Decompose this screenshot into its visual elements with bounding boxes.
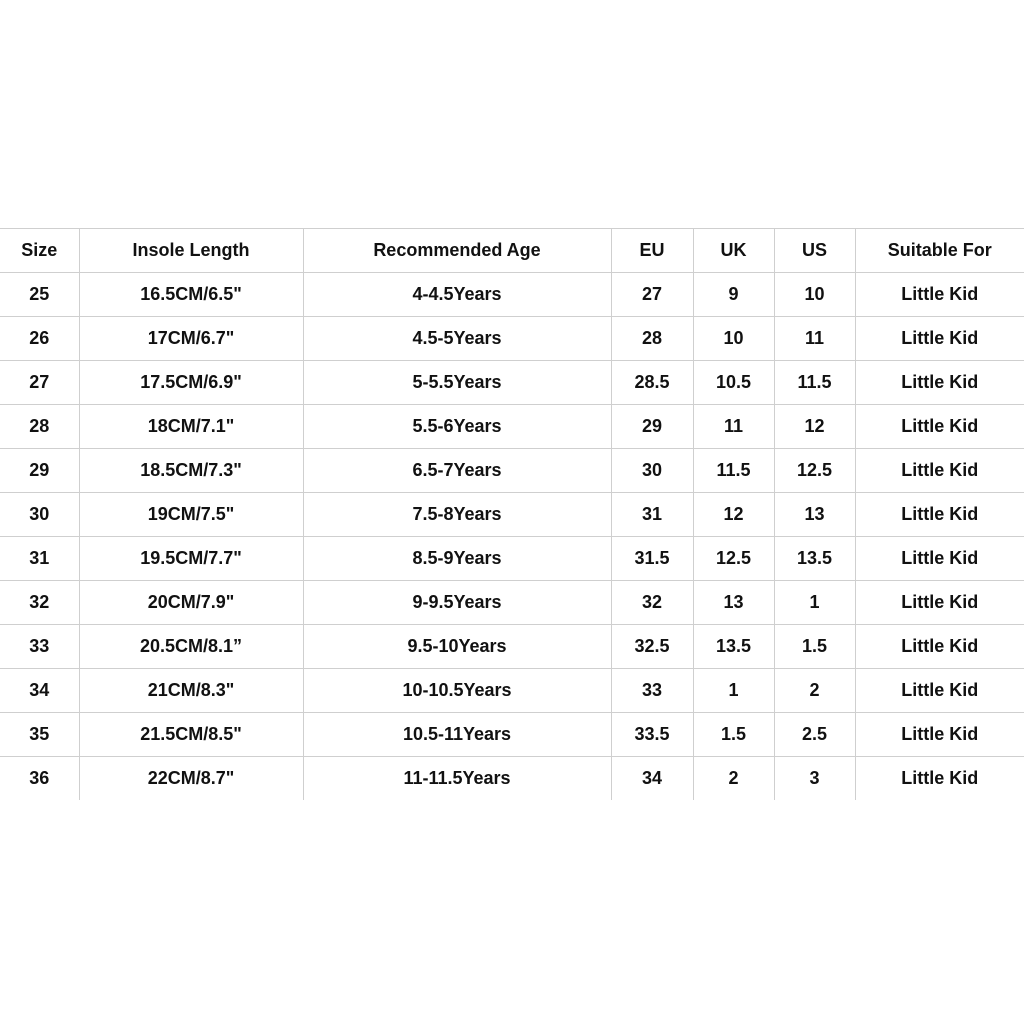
table-row bbox=[0, 757, 1024, 801]
cell-recommended-age: 10-10.5Years bbox=[303, 669, 611, 713]
cell-recommended-age: 5.5-6Years bbox=[303, 405, 611, 449]
cell-size: 36 bbox=[29, 768, 50, 788]
cell-uk: 11 bbox=[693, 405, 774, 449]
cell-insole-length: 21CM/8.3" bbox=[79, 669, 303, 713]
header-insole-length: Insole Length bbox=[79, 229, 303, 273]
cell-eu: 30 bbox=[611, 449, 693, 493]
cell-recommended-age: 9.5-10Years bbox=[303, 625, 611, 669]
cell-us: 11 bbox=[774, 317, 855, 361]
cell-eu: 31 bbox=[611, 493, 693, 537]
cell-insole-length: 16.5CM/6.5" bbox=[79, 273, 303, 317]
cell-insole-length: 20CM/7.9" bbox=[79, 581, 303, 625]
cell-us: 1.5 bbox=[774, 625, 855, 669]
header-eu: EU bbox=[611, 229, 693, 273]
cell-insole-length: 22CM/8.7" bbox=[79, 757, 303, 801]
cell-insole-length: 21.5CM/8.5" bbox=[79, 713, 303, 757]
table-row bbox=[0, 273, 1024, 317]
cell-suitable-for: Little Kid bbox=[855, 713, 1024, 757]
cell-eu: 27 bbox=[611, 273, 693, 317]
cell-uk: 9 bbox=[693, 273, 774, 317]
cell-uk: 11.5 bbox=[693, 449, 774, 493]
cell-recommended-age: 9-9.5Years bbox=[303, 581, 611, 625]
cell-insole-length: 17CM/6.7" bbox=[79, 317, 303, 361]
cell-uk: 13 bbox=[693, 581, 774, 625]
header-recommended-age: Recommended Age bbox=[303, 229, 611, 273]
table-row bbox=[0, 361, 1024, 405]
cell-size: 31 bbox=[0, 537, 79, 581]
cell-us: 12 bbox=[774, 405, 855, 449]
cell-recommended-age: 11-11.5Years bbox=[303, 757, 611, 801]
cell-uk: 1 bbox=[693, 669, 774, 713]
cell-suitable-for: Little Kid bbox=[855, 405, 1024, 449]
cell-eu: 29 bbox=[611, 405, 693, 449]
header-row bbox=[0, 229, 1024, 273]
cell-insole-length: 18CM/7.1" bbox=[79, 405, 303, 449]
table-row bbox=[0, 405, 1024, 449]
cell-us: 2.5 bbox=[774, 713, 855, 757]
cell-uk: 10 bbox=[693, 317, 774, 361]
cell-eu: 32.5 bbox=[611, 625, 693, 669]
cell-size: 35 bbox=[0, 713, 79, 757]
header-uk: UK bbox=[693, 229, 774, 273]
size-chart-body bbox=[0, 273, 1024, 801]
cell-insole-length: 19CM/7.5" bbox=[79, 493, 303, 537]
cell-us: 12.5 bbox=[774, 449, 855, 493]
cell-us: 13 bbox=[774, 493, 855, 537]
cell-eu: 28.5 bbox=[611, 361, 693, 405]
cell-suitable-for: Little Kid bbox=[855, 581, 1024, 625]
size-chart-table bbox=[0, 228, 1024, 800]
cell-suitable-for: Little Kid bbox=[855, 669, 1024, 713]
cell-us: 11.5 bbox=[774, 361, 855, 405]
table-row bbox=[0, 449, 1024, 493]
cell-eu: 31.5 bbox=[611, 537, 693, 581]
table-row bbox=[0, 625, 1024, 669]
cell-suitable-for: Little Kid bbox=[855, 537, 1024, 581]
cell-size: 32 bbox=[0, 581, 79, 625]
cell-recommended-age: 6.5-7Years bbox=[303, 449, 611, 493]
cell-us: 13.5 bbox=[774, 537, 855, 581]
table-row bbox=[0, 713, 1024, 757]
cell-size: 33 bbox=[0, 625, 79, 669]
cell-recommended-age: 5-5.5Years bbox=[303, 361, 611, 405]
cell-suitable-for: Little Kid bbox=[855, 317, 1024, 361]
cell-eu: 34 bbox=[611, 757, 693, 801]
cell-eu: 33.5 bbox=[611, 713, 693, 757]
cell-uk: 12.5 bbox=[693, 537, 774, 581]
cell-eu: 32 bbox=[611, 581, 693, 625]
cell-recommended-age: 8.5-9Years bbox=[303, 537, 611, 581]
cell-suitable-for: Little Kid bbox=[855, 757, 1024, 801]
cell-size: 29 bbox=[0, 449, 79, 493]
table-row bbox=[0, 537, 1024, 581]
cell-uk: 1.5 bbox=[693, 713, 774, 757]
cell-insole-length: 19.5CM/7.7" bbox=[79, 537, 303, 581]
cell-suitable-for: Little Kid bbox=[855, 273, 1024, 317]
table-row bbox=[0, 669, 1024, 713]
cell-us: 10 bbox=[774, 273, 855, 317]
cell-recommended-age: 4-4.5Years bbox=[303, 273, 611, 317]
cell-suitable-for: Little Kid bbox=[855, 361, 1024, 405]
cell-eu: 28 bbox=[611, 317, 693, 361]
header-us: US bbox=[774, 229, 855, 273]
cell-size: 30 bbox=[0, 493, 79, 537]
cell-uk: 13.5 bbox=[693, 625, 774, 669]
cell-size: 26 bbox=[0, 317, 79, 361]
cell-size: 27 bbox=[0, 361, 79, 405]
cell-eu: 33 bbox=[611, 669, 693, 713]
cell-insole-length: 17.5CM/6.9" bbox=[79, 361, 303, 405]
cell-uk: 10.5 bbox=[693, 361, 774, 405]
header-suitable-for: Suitable For bbox=[855, 229, 1024, 273]
cell-suitable-for: Little Kid bbox=[855, 493, 1024, 537]
cell-size: 28 bbox=[0, 405, 79, 449]
cell-us: 3 bbox=[774, 757, 855, 801]
cell-uk: 2 bbox=[693, 757, 774, 801]
cell-us: 2 bbox=[774, 669, 855, 713]
table-row bbox=[0, 581, 1024, 625]
cell-recommended-age: 7.5-8Years bbox=[303, 493, 611, 537]
cell-suitable-for: Little Kid bbox=[855, 449, 1024, 493]
cell-uk: 12 bbox=[693, 493, 774, 537]
table-row bbox=[0, 493, 1024, 537]
cell-recommended-age: 10.5-11Years bbox=[303, 713, 611, 757]
table-row bbox=[0, 317, 1024, 361]
cell-recommended-age: 4.5-5Years bbox=[303, 317, 611, 361]
size-chart-header bbox=[0, 229, 1024, 273]
cell-insole-length: 20.5CM/8.1” bbox=[79, 625, 303, 669]
cell-insole-length: 18.5CM/7.3" bbox=[79, 449, 303, 493]
cell-size: 25 bbox=[0, 273, 79, 317]
cell-us: 1 bbox=[774, 581, 855, 625]
cell-suitable-for: Little Kid bbox=[855, 625, 1024, 669]
header-size: Size bbox=[0, 229, 79, 273]
cell-size: 34 bbox=[0, 669, 79, 713]
